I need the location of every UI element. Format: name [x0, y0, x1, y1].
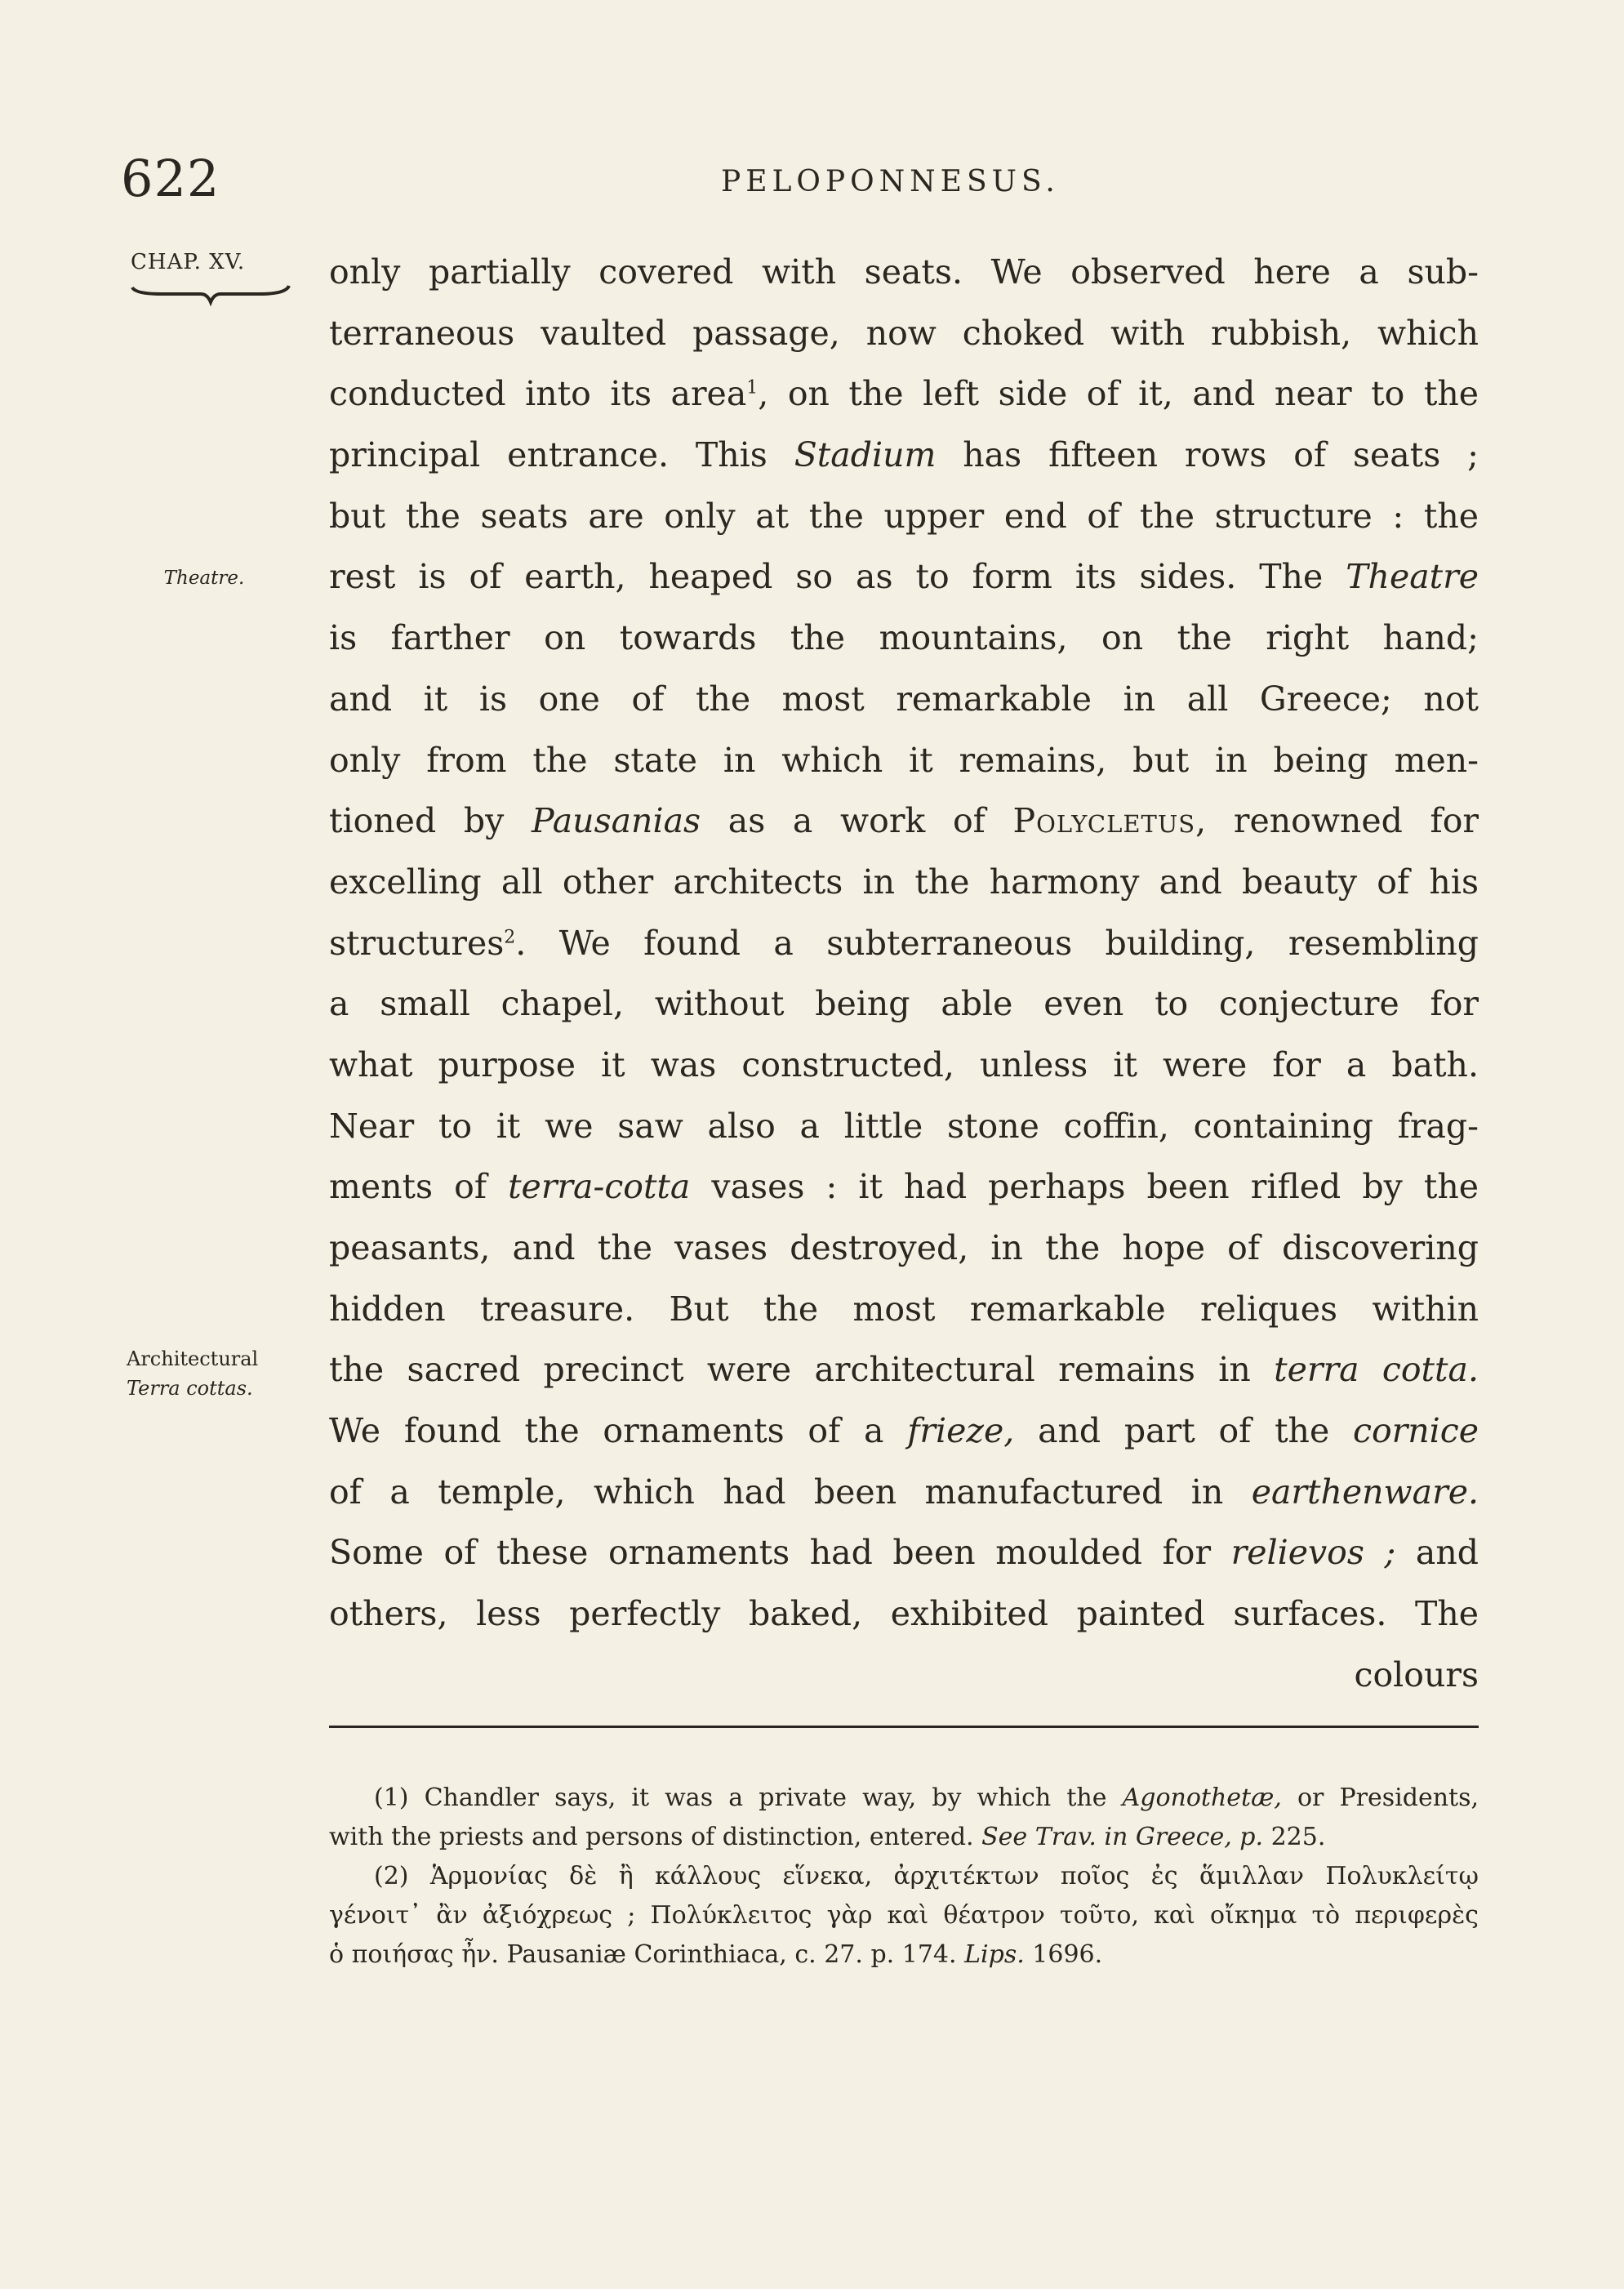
footnote-rule — [329, 1726, 1479, 1728]
body-text — [329, 242, 1479, 1706]
footnote-line: (1) Chandler says, it was a private way, by which the Agonothetæ, or Presidents, — [374, 1784, 1479, 1812]
text-line: a small chapel, without being able even to conjecture for — [329, 984, 1479, 1024]
text-line: others, less perfectly baked, exhibited painted surfaces. The — [329, 1594, 1479, 1634]
text-line: structures$^2$. We found a subterraneous building, resembling — [329, 923, 1479, 963]
footnote-ref: 1 — [746, 377, 759, 399]
text-line: Some of these ornaments had been moulded for relievos ; and — [329, 1533, 1479, 1573]
text-line: principal entrance. This Stadium has fifteen rows of seats ; — [329, 435, 1479, 475]
margin-note-architectural — [127, 1344, 302, 1403]
footnote-line: γένοιτ᾽ ἂν ἀξιόχρεως ; Πολύκλειτος γὰρ καὶ θέατρον τοῦτο, καὶ οἴκημα τὸ περιφερὲς — [329, 1901, 1479, 1930]
margin-note-line: Terra cottas. — [127, 1377, 253, 1400]
text-line: peasants, and the vases destroyed, in the hope of discovering — [329, 1228, 1479, 1267]
text-line: ments of terra-cotta vases : it had perhaps been rifled by the — [329, 1167, 1479, 1207]
text-line: hidden treasure. But the most remarkable reliques within — [329, 1289, 1479, 1329]
chapter-brace — [129, 283, 292, 307]
text-line: rest is of earth, heaped so as to form its sides. The Theatre — [329, 557, 1479, 597]
text-line: terraneous vaulted passage, now choked with rubbish, which — [329, 313, 1479, 353]
margin-note-line: Architectural — [127, 1347, 259, 1370]
chapter-label: CHAP. XV. — [131, 250, 246, 274]
text-line: but the seats are only at the upper end of the structure : the — [329, 496, 1479, 536]
catchword: colours — [1354, 1654, 1479, 1694]
text-line: Near to it we saw also a little stone coffin, containing frag- — [329, 1106, 1479, 1146]
text-line: We found the ornaments of a frieze, and part of the cornice — [329, 1411, 1479, 1451]
text-line: the sacred precinct were architectural remains in terra cotta. — [329, 1350, 1479, 1390]
footnote-ref: 2 — [504, 926, 516, 947]
text-line: only from the state in which it remains, but in being men- — [329, 740, 1479, 780]
page-number: 622 — [121, 149, 220, 208]
text-line: conducted into its area$^1$, on the left side of it, and near to the — [329, 374, 1479, 414]
text-line: and it is one of the most remarkable in all Greece; not — [329, 679, 1479, 719]
text-line: excelling all other architects in the harmony and beauty of his — [329, 862, 1479, 902]
text-line: is farther on towards the mountains, on the right hand; — [329, 618, 1479, 658]
text-line: tioned by Pausanias as a work of Polycletus, renowned for — [329, 801, 1479, 841]
footnote-line: ὁ ποιήσας ἦν. Pausaniæ Corinthiaca, c. 27. p. 174. Lips. 1696. — [329, 1940, 1103, 1969]
margin-note-theatre — [127, 563, 282, 593]
footnotes — [329, 1779, 1479, 1975]
footnote-line: with the priests and persons of distinction, entered. See Trav. in Greece, p. 225. — [329, 1823, 1326, 1851]
running-head: PELOPONNESUS. — [721, 165, 1060, 198]
footnote-line: (2) Ἁρμονίας δὲ ἢ κάλλους εἵνεκα, ἀρχιτέκτων ποῖος ἐς ἅμιλλαν Πολυκλείτῳ — [374, 1862, 1479, 1890]
margin-note-line: Theatre. — [163, 568, 245, 589]
text-line: what purpose it was constructed, unless it were for a bath. — [329, 1044, 1479, 1084]
text-line: of a temple, which had been manufactured in earthenware. — [329, 1472, 1479, 1512]
text-line: only partially covered with seats. We observed here a sub- — [329, 252, 1479, 292]
